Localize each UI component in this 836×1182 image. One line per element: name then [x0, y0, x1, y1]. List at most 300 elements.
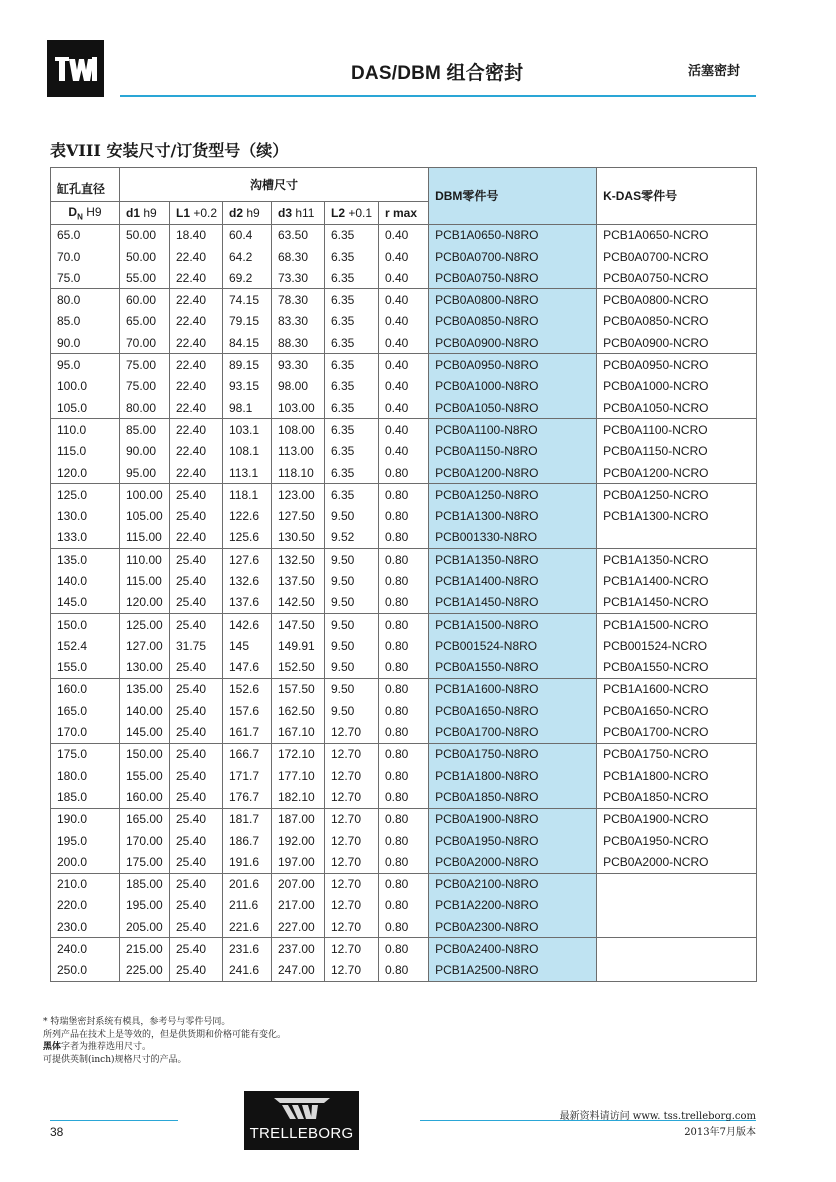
table-title: 表VIII 安装尺寸/订货型号（续）: [50, 141, 289, 160]
d1-cell: 160.00: [120, 786, 170, 808]
kdas-part-number-cell: PCB0A1850-NCRO: [597, 786, 757, 808]
d3-cell: 63.50: [272, 224, 325, 246]
d1-cell: 90.00: [120, 441, 170, 462]
d1-cell: 95.00: [120, 462, 170, 484]
d2-cell: 127.6: [223, 549, 272, 571]
bore-diameter-cell: 190.0: [51, 808, 120, 830]
dbm-part-number-cell: PCB1A1600-N8RO: [429, 678, 597, 700]
d2-cell: 98.1: [223, 397, 272, 419]
r-max-cell: 0.80: [379, 549, 429, 571]
dbm-part-number-cell: PCB1A1350-N8RO: [429, 549, 597, 571]
l2-cell: 6.35: [325, 419, 379, 441]
kdas-part-number-cell: PCB0A1750-NCRO: [597, 743, 757, 765]
kdas-part-number-header: K-DAS零件号: [597, 168, 757, 225]
kdas-part-number-cell: PCB1A1600-NCRO: [597, 678, 757, 700]
d3-cell: 147.50: [272, 613, 325, 635]
l2-cell: 6.35: [325, 484, 379, 506]
kdas-part-number-cell: [597, 895, 757, 916]
r-max-cell: 0.40: [379, 441, 429, 462]
trelleborg-mark-icon: [272, 1095, 332, 1125]
bore-diameter-cell: 80.0: [51, 289, 120, 311]
brand-name: TRELLEBORG: [249, 1125, 354, 1142]
dbm-part-number-cell: PCB0A0750-N8RO: [429, 267, 597, 289]
d2-cell: 132.6: [223, 570, 272, 591]
table-header-row: [51, 168, 757, 202]
dbm-part-number-cell: PCB0A0700-N8RO: [429, 246, 597, 267]
kdas-part-number-cell: PCB0A1650-NCRO: [597, 700, 757, 721]
bore-diameter-cell: 90.0: [57, 335, 81, 350]
d2-cell: 152.6: [223, 678, 272, 700]
d2-cell: 186.7: [223, 830, 272, 851]
bore-diameter-header: 缸孔直径: [51, 168, 120, 202]
d3-cell: 113.00: [272, 441, 325, 462]
d2-cell: 69.2: [223, 267, 272, 289]
bore-diameter-cell: 220.0: [57, 898, 88, 913]
d3-cell: 162.50: [272, 700, 325, 721]
website-note: 最新资料请访问 www. tss.trelleborg.com: [559, 1111, 756, 1122]
table-row: [51, 527, 757, 549]
dbm-part-number-cell: PCB0A0900-N8RO: [429, 332, 597, 354]
l1-cell: 25.40: [170, 851, 223, 873]
d3-cell: 182.10: [272, 786, 325, 808]
d1-cell: 60.00: [120, 289, 170, 311]
kdas-part-number-cell: [597, 960, 757, 982]
d2-cell: 60.4: [223, 224, 272, 246]
d2-cell: 191.6: [223, 851, 272, 873]
l2-cell: 12.70: [325, 895, 379, 916]
d2-cell: 84.15: [223, 332, 272, 354]
d2-cell: 125.6: [223, 527, 272, 549]
bore-diameter-cell: 100.0: [57, 379, 88, 394]
d1-cell: 50.00: [120, 224, 170, 246]
bore-diameter-cell: 152.4: [57, 638, 88, 653]
l1-cell: 25.40: [170, 743, 223, 765]
dimension-table: [50, 167, 757, 982]
table-row: [51, 397, 757, 419]
l2-cell: 6.35: [325, 289, 379, 311]
r-max-cell: 0.80: [379, 613, 429, 635]
d3-cell: 137.50: [272, 570, 325, 591]
l1-cell: 22.40: [170, 246, 223, 267]
dbm-part-number-cell: PCB0A1200-N8RO: [429, 462, 597, 484]
d1-cell: 65.00: [120, 311, 170, 332]
dbm-part-number-cell: PCB1A1450-N8RO: [429, 592, 597, 614]
dbm-part-number-cell: PCB0A1250-N8RO: [429, 484, 597, 506]
d1-cell: 115.00: [120, 570, 170, 591]
bore-diameter-cell: 180.0: [57, 768, 88, 783]
d2-cell: 108.1: [223, 441, 272, 462]
r-max-cell: 0.80: [379, 678, 429, 700]
kdas-part-number-cell: PCB0A0950-NCRO: [597, 354, 757, 376]
r-max-cell: 0.80: [379, 484, 429, 506]
d3-cell: 197.00: [272, 851, 325, 873]
d3-cell: 247.00: [272, 960, 325, 982]
col-l1: L1 +0.2: [170, 202, 223, 224]
d2-cell: 93.15: [223, 376, 272, 397]
header-divider: [120, 95, 756, 97]
kdas-part-number-cell: PCB0A1950-NCRO: [597, 830, 757, 851]
d3-cell: 149.91: [272, 635, 325, 656]
d2-cell: 79.15: [223, 311, 272, 332]
col-rmax: r max: [379, 202, 429, 224]
page-title: DAS/DBM 组合密封: [351, 63, 524, 84]
bore-diameter-cell: 115.0: [57, 444, 87, 459]
d2-cell: 145: [223, 635, 272, 656]
l2-cell: 6.35: [325, 246, 379, 267]
r-max-cell: 0.80: [379, 592, 429, 614]
bore-diameter-cell: 240.0: [51, 938, 120, 960]
r-max-cell: 0.80: [379, 851, 429, 873]
table-row: [51, 419, 757, 441]
r-max-cell: 0.80: [379, 873, 429, 895]
r-max-cell: 0.80: [379, 635, 429, 656]
table-row: [51, 570, 757, 591]
l1-cell: 18.40: [170, 224, 223, 246]
r-max-cell: 0.40: [379, 267, 429, 289]
table-row: [51, 332, 757, 354]
d3-cell: 98.00: [272, 376, 325, 397]
kdas-part-number-cell: PCB001524-NCRO: [597, 635, 757, 656]
l1-cell: 25.40: [170, 505, 223, 526]
groove-dimensions-header: 沟槽尺寸: [120, 168, 429, 202]
col-d2: d2 h9: [223, 202, 272, 224]
dbm-part-number-cell: PCB1A1800-N8RO: [429, 765, 597, 786]
table-row: [51, 743, 757, 765]
r-max-cell: 0.80: [379, 505, 429, 526]
r-max-cell: 0.40: [379, 332, 429, 354]
r-max-cell: 0.80: [379, 938, 429, 960]
bore-diameter-cell: 165.0: [57, 703, 88, 718]
l2-cell: 9.50: [325, 635, 379, 656]
l1-cell: 25.40: [170, 808, 223, 830]
l1-cell: 25.40: [170, 895, 223, 916]
l1-cell: 25.40: [170, 700, 223, 721]
l1-cell: 25.40: [170, 960, 223, 982]
l1-cell: 25.40: [170, 938, 223, 960]
table-row: [51, 765, 757, 786]
l1-cell: 25.40: [170, 484, 223, 506]
kdas-part-number-cell: PCB0A1900-NCRO: [597, 808, 757, 830]
dbm-part-number-cell: PCB0A2000-N8RO: [429, 851, 597, 873]
dbm-part-number-cell: PCB0A1650-N8RO: [429, 700, 597, 721]
d1-cell: 110.00: [120, 549, 170, 571]
table-row: [51, 613, 757, 635]
bore-diameter-cell: 65.0: [51, 224, 120, 246]
bore-diameter-cell: 110.0: [51, 419, 120, 441]
kdas-part-number-cell: PCB0A0800-NCRO: [597, 289, 757, 311]
d1-cell: 185.00: [120, 873, 170, 895]
footnote: 黑体字者为推荐选用尺寸。: [43, 1042, 152, 1052]
dbm-part-number-cell: PCB0A1700-N8RO: [429, 721, 597, 743]
d3-cell: 73.30: [272, 267, 325, 289]
table-row: [51, 700, 757, 721]
dbm-part-number-cell: PCB0A0850-N8RO: [429, 311, 597, 332]
table-row: [51, 808, 757, 830]
dbm-part-number-cell: PCB1A2200-N8RO: [429, 895, 597, 916]
d2-cell: 231.6: [223, 938, 272, 960]
kdas-part-number-cell: [597, 527, 757, 549]
table-row: [51, 289, 757, 311]
dbm-part-number-cell: PCB0A0800-N8RO: [429, 289, 597, 311]
page-number: 38: [50, 1125, 64, 1139]
r-max-cell: 0.80: [379, 570, 429, 591]
r-max-cell: 0.40: [379, 397, 429, 419]
d2-cell: 221.6: [223, 916, 272, 938]
l2-cell: 9.50: [325, 570, 379, 591]
d1-cell: 150.00: [120, 743, 170, 765]
d3-cell: 127.50: [272, 505, 325, 526]
kdas-part-number-cell: [597, 873, 757, 895]
r-max-cell: 0.80: [379, 743, 429, 765]
l1-cell: 25.40: [170, 830, 223, 851]
d2-cell: 74.15: [223, 289, 272, 311]
d1-cell: 140.00: [120, 700, 170, 721]
table-row: [51, 960, 757, 982]
bore-diameter-cell: 185.0: [57, 789, 88, 804]
d3-cell: 177.10: [272, 765, 325, 786]
bore-diameter-cell: 85.0: [57, 314, 81, 329]
d2-cell: 241.6: [223, 960, 272, 982]
kdas-part-number-cell: PCB0A2000-NCRO: [597, 851, 757, 873]
bore-diameter-cell: 120.0: [57, 465, 88, 480]
r-max-cell: 0.80: [379, 700, 429, 721]
bore-diameter-cell: 195.0: [57, 833, 88, 848]
kdas-part-number-cell: PCB1A1500-NCRO: [597, 613, 757, 635]
d3-cell: 152.50: [272, 657, 325, 679]
bore-diameter-cell: 140.0: [57, 573, 88, 588]
table-row: [51, 592, 757, 614]
footnote: * 特瑞堡密封系统有模具，参考号与零件号同。: [43, 1017, 231, 1027]
l2-cell: 12.70: [325, 830, 379, 851]
dbm-part-number-cell: PCB0A1150-N8RO: [429, 441, 597, 462]
d3-cell: 142.50: [272, 592, 325, 614]
d3-cell: 187.00: [272, 808, 325, 830]
l1-cell: 22.40: [170, 441, 223, 462]
table-row: [51, 851, 757, 873]
kdas-part-number-cell: PCB0A1150-NCRO: [597, 441, 757, 462]
dbm-part-number-cell: PCB0A2300-N8RO: [429, 916, 597, 938]
r-max-cell: 0.80: [379, 462, 429, 484]
d3-cell: 192.00: [272, 830, 325, 851]
kdas-part-number-cell: PCB1A1450-NCRO: [597, 592, 757, 614]
trelleborg-emblem-icon: [47, 40, 104, 97]
kdas-part-number-cell: PCB0A1100-NCRO: [597, 419, 757, 441]
kdas-part-number-cell: PCB1A1400-NCRO: [597, 570, 757, 591]
table-row: [51, 267, 757, 289]
dbm-part-number-cell: PCB0A0950-N8RO: [429, 354, 597, 376]
l1-cell: 22.40: [170, 397, 223, 419]
bore-diameter-cell: 75.0: [57, 270, 81, 285]
l1-cell: 25.40: [170, 721, 223, 743]
d3-cell: 118.10: [272, 462, 325, 484]
l1-cell: 25.40: [170, 765, 223, 786]
d1-cell: 105.00: [120, 505, 170, 526]
l2-cell: 12.70: [325, 851, 379, 873]
col-d1: d1 h9: [120, 202, 170, 224]
r-max-cell: 0.80: [379, 657, 429, 679]
d3-cell: 93.30: [272, 354, 325, 376]
r-max-cell: 0.80: [379, 721, 429, 743]
dbm-part-number-cell: PCB1A2500-N8RO: [429, 960, 597, 982]
table-row: [51, 678, 757, 700]
l2-cell: 6.35: [325, 332, 379, 354]
d3-cell: 227.00: [272, 916, 325, 938]
dbm-part-number-cell: PCB0A2100-N8RO: [429, 873, 597, 895]
l1-cell: 25.40: [170, 786, 223, 808]
table-row: [51, 830, 757, 851]
l2-cell: 6.35: [325, 354, 379, 376]
l2-cell: 6.35: [325, 267, 379, 289]
l2-cell: 9.50: [325, 657, 379, 679]
l2-cell: 9.50: [325, 549, 379, 571]
d2-cell: 161.7: [223, 721, 272, 743]
d1-cell: 75.00: [120, 354, 170, 376]
d2-cell: 211.6: [223, 895, 272, 916]
d1-cell: 135.00: [120, 678, 170, 700]
r-max-cell: 0.80: [379, 765, 429, 786]
kdas-part-number-cell: PCB0A1550-NCRO: [597, 657, 757, 679]
bore-diameter-cell: 135.0: [51, 549, 120, 571]
d2-cell: 137.6: [223, 592, 272, 614]
l1-cell: 22.40: [170, 419, 223, 441]
table-row: [51, 657, 757, 679]
r-max-cell: 0.40: [379, 376, 429, 397]
l2-cell: 6.35: [325, 311, 379, 332]
d1-cell: 125.00: [120, 613, 170, 635]
l1-cell: 22.40: [170, 376, 223, 397]
d2-cell: 157.6: [223, 700, 272, 721]
d1-cell: 175.00: [120, 851, 170, 873]
col-d3: d3 h11: [272, 202, 325, 224]
bore-diameter-cell: 105.0: [57, 400, 88, 415]
d3-cell: 103.00: [272, 397, 325, 419]
d1-cell: 170.00: [120, 830, 170, 851]
l2-cell: 9.52: [325, 527, 379, 549]
d2-cell: 64.2: [223, 246, 272, 267]
table-row: [51, 441, 757, 462]
d2-cell: 147.6: [223, 657, 272, 679]
dbm-part-number-cell: PCB1A1300-N8RO: [429, 505, 597, 526]
r-max-cell: 0.40: [379, 419, 429, 441]
kdas-part-number-cell: PCB1A1300-NCRO: [597, 505, 757, 526]
kdas-part-number-cell: PCB0A1050-NCRO: [597, 397, 757, 419]
l1-cell: 25.40: [170, 592, 223, 614]
dbm-part-number-cell: PCB1A1500-N8RO: [429, 613, 597, 635]
kdas-part-number-cell: PCB0A1200-NCRO: [597, 462, 757, 484]
kdas-part-number-cell: PCB1A1350-NCRO: [597, 549, 757, 571]
bore-diameter-cell: 160.0: [51, 678, 120, 700]
r-max-cell: 0.80: [379, 786, 429, 808]
r-max-cell: 0.80: [379, 808, 429, 830]
kdas-part-number-cell: PCB0A1700-NCRO: [597, 721, 757, 743]
trelleborg-brand-logo: [244, 1091, 359, 1150]
table-row: [51, 224, 757, 246]
l2-cell: 12.70: [325, 786, 379, 808]
l2-cell: 12.70: [325, 721, 379, 743]
r-max-cell: 0.40: [379, 354, 429, 376]
dbm-part-number-cell: PCB0A1550-N8RO: [429, 657, 597, 679]
d2-cell: 113.1: [223, 462, 272, 484]
d1-cell: 165.00: [120, 808, 170, 830]
d2-cell: 118.1: [223, 484, 272, 506]
col-l2: L2 +0.1: [325, 202, 379, 224]
d3-cell: 78.30: [272, 289, 325, 311]
table-row: [51, 938, 757, 960]
l2-cell: 9.50: [325, 678, 379, 700]
dbm-part-number-cell: PCB0A1100-N8RO: [429, 419, 597, 441]
dbm-part-number-cell: PCB0A1950-N8RO: [429, 830, 597, 851]
r-max-cell: 0.80: [379, 895, 429, 916]
d3-cell: 132.50: [272, 549, 325, 571]
d2-cell: 103.1: [223, 419, 272, 441]
d1-cell: 205.00: [120, 916, 170, 938]
table-row: [51, 721, 757, 743]
l1-cell: 31.75: [170, 635, 223, 656]
r-max-cell: 0.40: [379, 246, 429, 267]
kdas-part-number-cell: PCB0A1250-NCRO: [597, 484, 757, 506]
d2-cell: 201.6: [223, 873, 272, 895]
d1-cell: 155.00: [120, 765, 170, 786]
l1-cell: 25.40: [170, 916, 223, 938]
l2-cell: 9.50: [325, 613, 379, 635]
d1-cell: 80.00: [120, 397, 170, 419]
d1-cell: 225.00: [120, 960, 170, 982]
d1-cell: 85.00: [120, 419, 170, 441]
d3-cell: 130.50: [272, 527, 325, 549]
l1-cell: 22.40: [170, 311, 223, 332]
d1-cell: 120.00: [120, 592, 170, 614]
l1-cell: 22.40: [170, 289, 223, 311]
d2-cell: 89.15: [223, 354, 272, 376]
r-max-cell: 0.80: [379, 527, 429, 549]
bore-diameter-cell: 175.0: [51, 743, 120, 765]
l1-cell: 25.40: [170, 549, 223, 571]
dbm-part-number-cell: PCB1A1400-N8RO: [429, 570, 597, 591]
d3-cell: 207.00: [272, 873, 325, 895]
table-row: [51, 354, 757, 376]
d1-cell: 75.00: [120, 376, 170, 397]
l2-cell: 6.35: [325, 462, 379, 484]
l1-cell: 25.40: [170, 613, 223, 635]
l1-cell: 22.40: [170, 354, 223, 376]
l1-cell: 25.40: [170, 657, 223, 679]
table-row: [51, 895, 757, 916]
l2-cell: 12.70: [325, 765, 379, 786]
kdas-part-number-cell: [597, 916, 757, 938]
table-row: [51, 505, 757, 526]
d3-cell: 167.10: [272, 721, 325, 743]
dbm-part-number-cell: PCB0A1050-N8RO: [429, 397, 597, 419]
d3-cell: 83.30: [272, 311, 325, 332]
l2-cell: 6.35: [325, 376, 379, 397]
footnote: 所列产品在技术上是等效的，但是供货期和价格可能有变化。: [43, 1029, 287, 1040]
d3-cell: 88.30: [272, 332, 325, 354]
r-max-cell: 0.80: [379, 916, 429, 938]
dbm-part-number-cell: PCB0A1000-N8RO: [429, 376, 597, 397]
d1-cell: 100.00: [120, 484, 170, 506]
bore-diameter-cell: 170.0: [57, 725, 88, 740]
kdas-part-number-cell: PCB0A0750-NCRO: [597, 267, 757, 289]
table-row: [51, 462, 757, 484]
bore-diameter-cell: 230.0: [57, 919, 88, 934]
l1-cell: 22.40: [170, 267, 223, 289]
d1-cell: 55.00: [120, 267, 170, 289]
l2-cell: 6.35: [325, 224, 379, 246]
dbm-part-number-cell: PCB0A1750-N8RO: [429, 743, 597, 765]
d2-cell: 181.7: [223, 808, 272, 830]
edition-note: 2013年7月版本: [684, 1127, 756, 1138]
kdas-part-number-cell: PCB1A0650-NCRO: [597, 224, 757, 246]
